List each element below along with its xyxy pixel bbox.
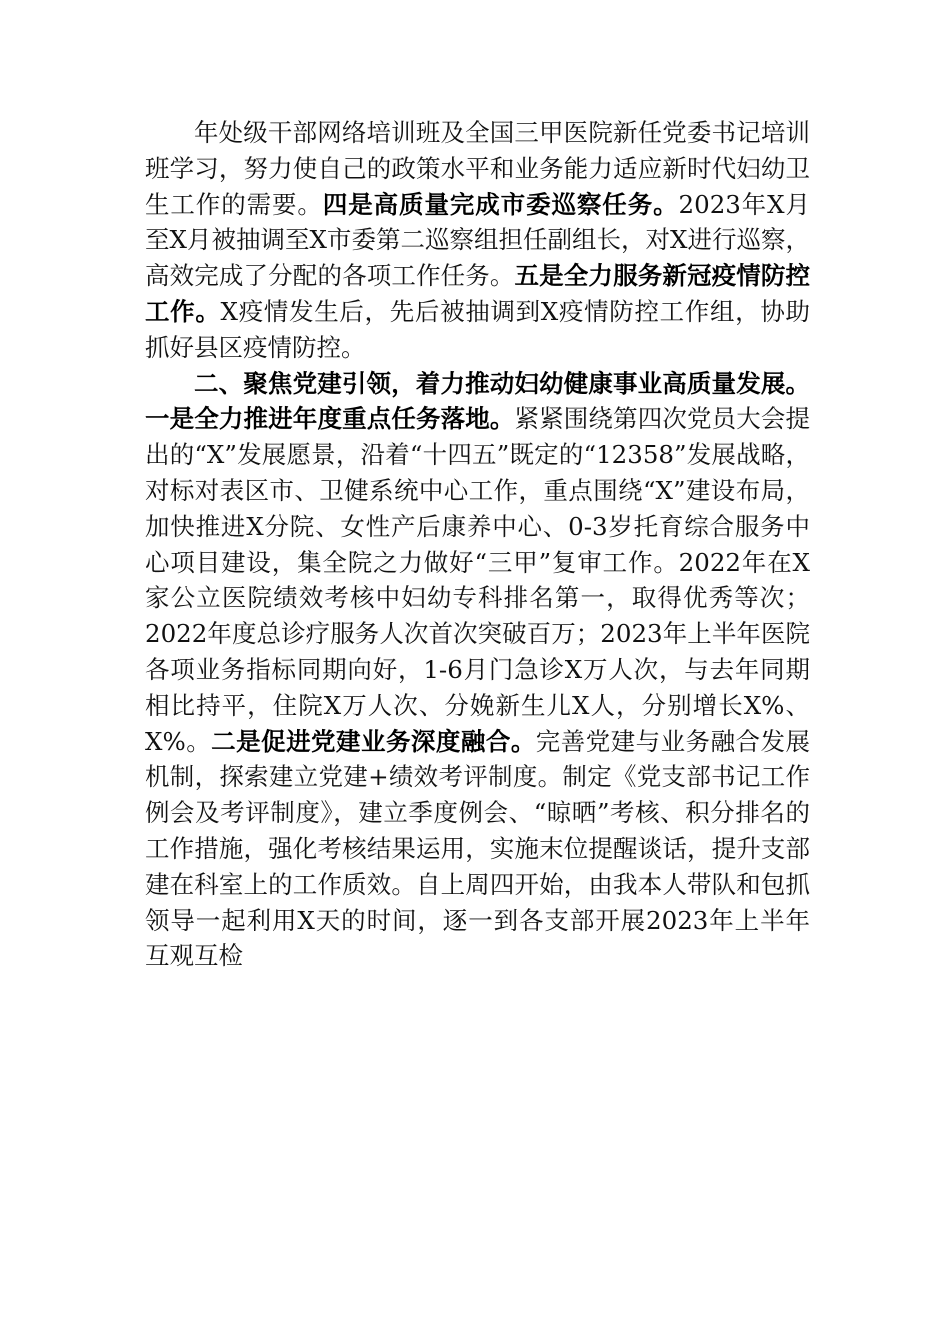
section-heading-two: 二、聚焦党建引领，着力推动妇幼健康事业高质量发展。一是全力推进年度重点任务落地。: [145, 368, 810, 434]
paragraph-1-text-run: 2023年X月至X月被抽调至X市委第二巡察组担任副组长，对X进行巡察，高效完成了分配的各项工作任务。: [145, 189, 811, 291]
paragraph-2: [145, 366, 810, 975]
paragraph-1-text-run: X疫情发生后，先后被抽调到X疫情防控工作组，协助抓好县区疫情防控。: [145, 296, 811, 362]
paragraph-1: [145, 115, 810, 366]
paragraph-1-text-run: 年处级干部网络培训班及全国三甲医院新任党委书记培训班学习，努力使自己的政策水平和业务能力适应新时代妇幼卫生工作的需要。: [145, 118, 810, 219]
paragraph-1-bold-heading-five: 五是全力服务新冠疫情防控工作。: [145, 261, 811, 326]
paragraph-2-bold-subheading: 二是促进党建业务深度融合。: [211, 726, 536, 756]
paragraph-2-text-run: 紧紧围绕第四次党员大会提出的“X”发展愿景，沿着“十四五”既定的“12358”发展战略，对标对表区市、卫健系统中心工作，重点围绕“X”建设布局，加快推进X分院、女性产后康养中心、0-3岁托育综合服务中心项目建设，集全院之力做好“三甲”复审工作。2022年在X家公立医院绩效考核中妇幼专科排名第一，取得优秀等次；2022年度总诊疗服务人次首次突破百万；2023年上半年医院各项业务指标同期向好，1-6月门急诊X万人次，与去年同期相比持平，住院X万人次、分娩新生儿X人，分别增长X%、X%。: [145, 404, 811, 756]
paragraph-1-bold-heading-four: 四是高质量完成市委巡察任务。: [322, 189, 679, 219]
document-body: [145, 115, 810, 974]
paragraph-2-text-run: 完善党建与业务融合发展机制，探索建立党建+绩效考评制度。制定《党支部书记工作例会及考评制度》，建立季度例会、“晾晒”考核、积分排名的工作措施，强化考核结果运用，实施末位提醒谈话，提升支部建在科室上的工作质效。自上周四开始，由我本人带队和包抓领导一起利用X天的时间，逐一到各支部开展2023年上半年互观互检: [145, 726, 811, 971]
